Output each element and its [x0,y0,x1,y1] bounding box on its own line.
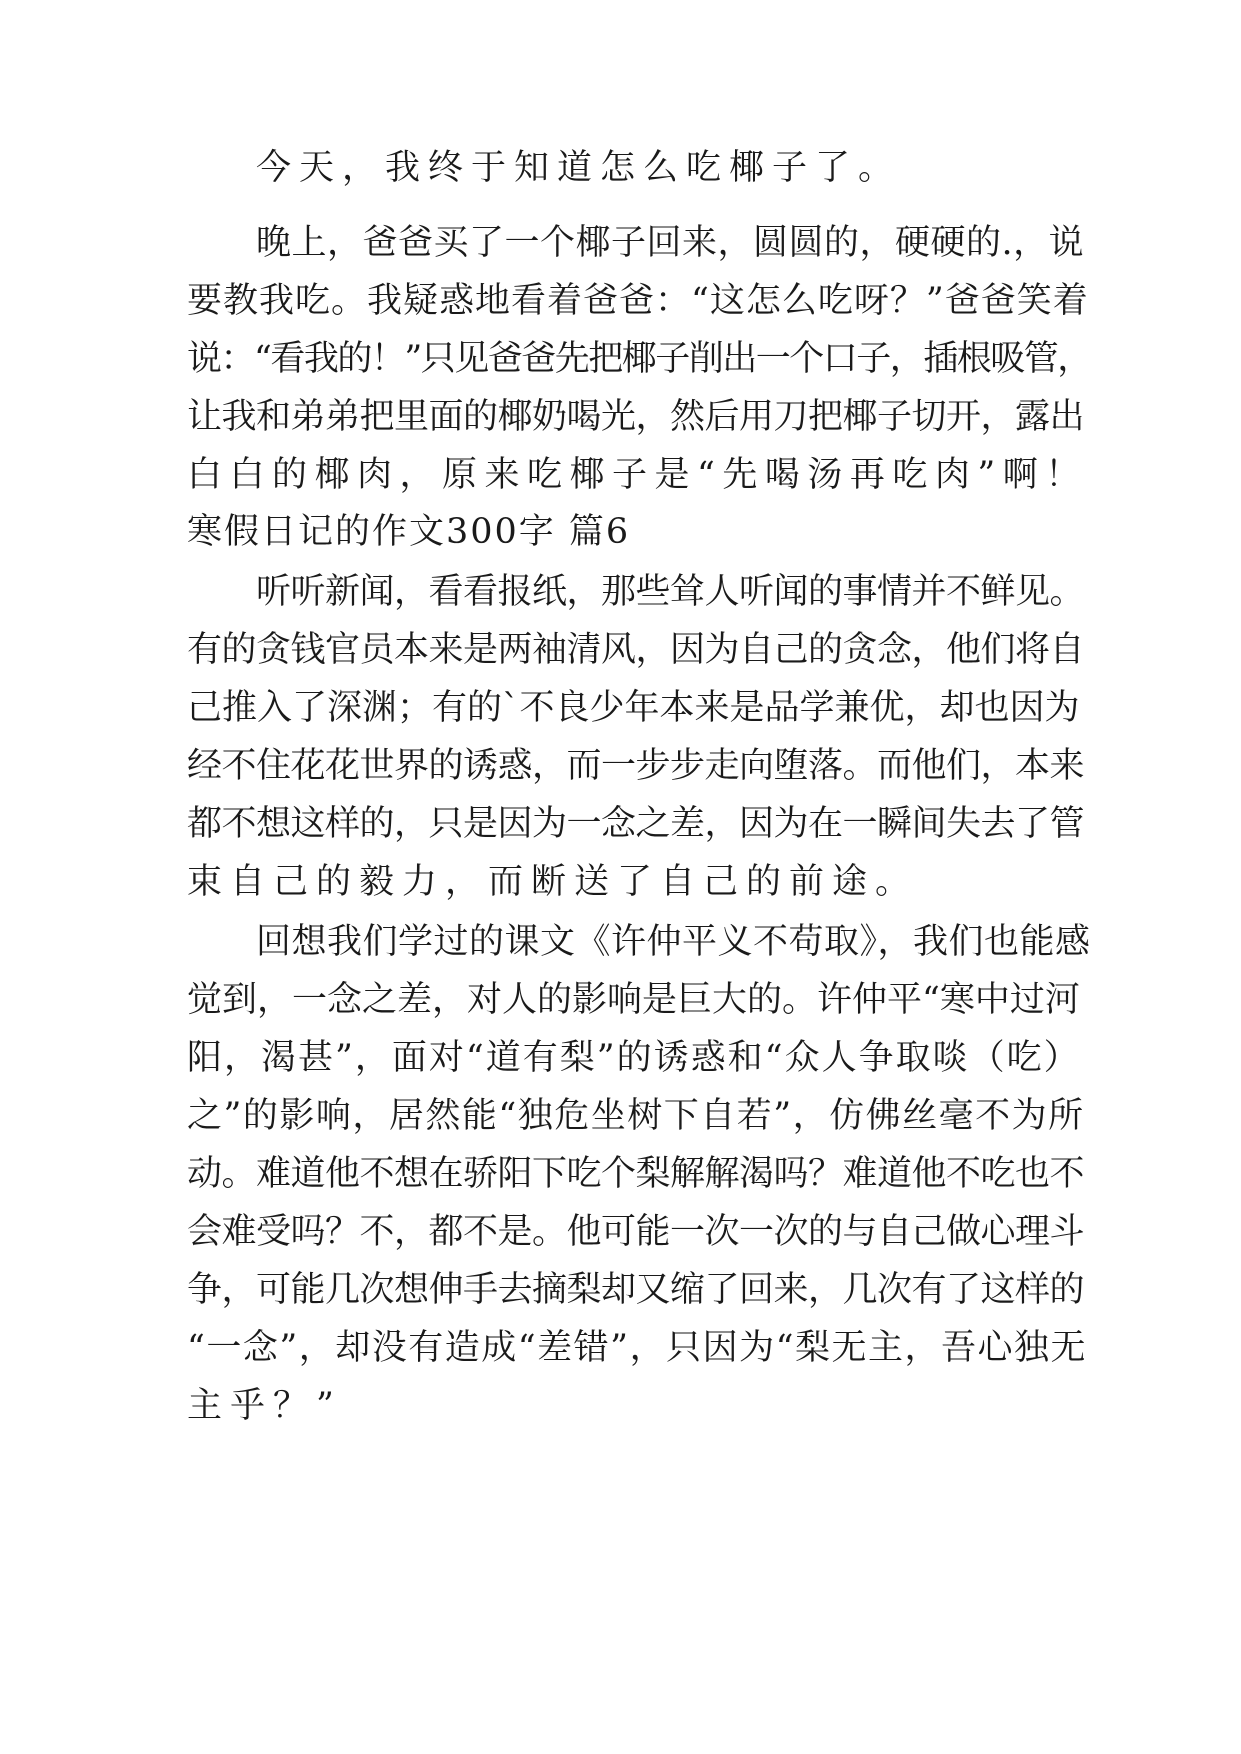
paragraph-3-line: 有的贪钱官员本来是两袖清风，因为自己的贪念，他们将自 [187,630,1085,670]
paragraph-2-line: 让我和弟弟把里面的椰奶喝光，然后用刀把椰子切开，露出 [187,397,1085,437]
paragraph-4-line: 之”的影响，居然能“独危坐树下自若”，仿佛丝毫不为所 [187,1096,1085,1136]
paragraph-3-line: 都不想这样的，只是因为一念之差，因为在一瞬间失去了管 [187,804,1085,844]
paragraph-3-line: 经不住花花世界的诱惑，而一步步走向堕落。而他们，本来 [187,746,1085,786]
paragraph-2-line: 说：“看我的！”只见爸爸先把椰子削出一个口子，插根吸管， [187,339,1091,379]
paragraph-1-line: 今天，我终于知道怎么吃椰子了。 [256,148,902,188]
paragraph-3-line: 束自己的毅力，而断送了自己的前途。 [187,862,919,902]
paragraph-4-line: 争，可能几次想伸手去摘梨却又缩了回来，几次有了这样的 [187,1270,1085,1310]
paragraph-3-line: 听听新闻，看看报纸，那些耸人听闻的事情并不鲜见。 [256,572,1085,612]
section-heading: 寒假日记的作文300字 篇6 [187,512,631,552]
paragraph-4-line: 会难受吗？不，都不是。他可能一次一次的与自己做心理斗 [187,1212,1085,1252]
paragraph-4-line: 主乎？” [187,1386,342,1426]
paragraph-4-line: 觉到，一念之差，对人的影响是巨大的。许仲平“寒中过河 [187,980,1080,1020]
paragraph-4-line: 阳，渴甚”，面对“道有梨”的诱惑和“众人争取啖（吃） [187,1038,1081,1078]
paragraph-4-line: 回想我们学过的课文《许仲平义不苟取》，我们也能感 [256,922,1091,962]
paragraph-2-line: 晚上，爸爸买了一个椰子回来，圆圆的，硬硬的.，说 [256,223,1085,263]
paragraph-2-line: 要教我吃。我疑惑地看着爸爸：“这怎么吃呀？”爸爸笑着 [187,281,1089,321]
paragraph-4-line: “一念”，却没有造成“差错”，只因为“梨无主，吾心独无 [187,1328,1087,1368]
paragraph-4-line: 动。难道他不想在骄阳下吃个梨解解渴吗？难道他不吃也不 [187,1154,1085,1194]
paragraph-3-line: 己推入了深渊；有的`不良少年本来是品学兼优，却也因为 [187,688,1080,728]
paragraph-2-line: 白白的椰肉，原来吃椰子是“先喝汤再吃肉”啊！ [187,455,1088,495]
